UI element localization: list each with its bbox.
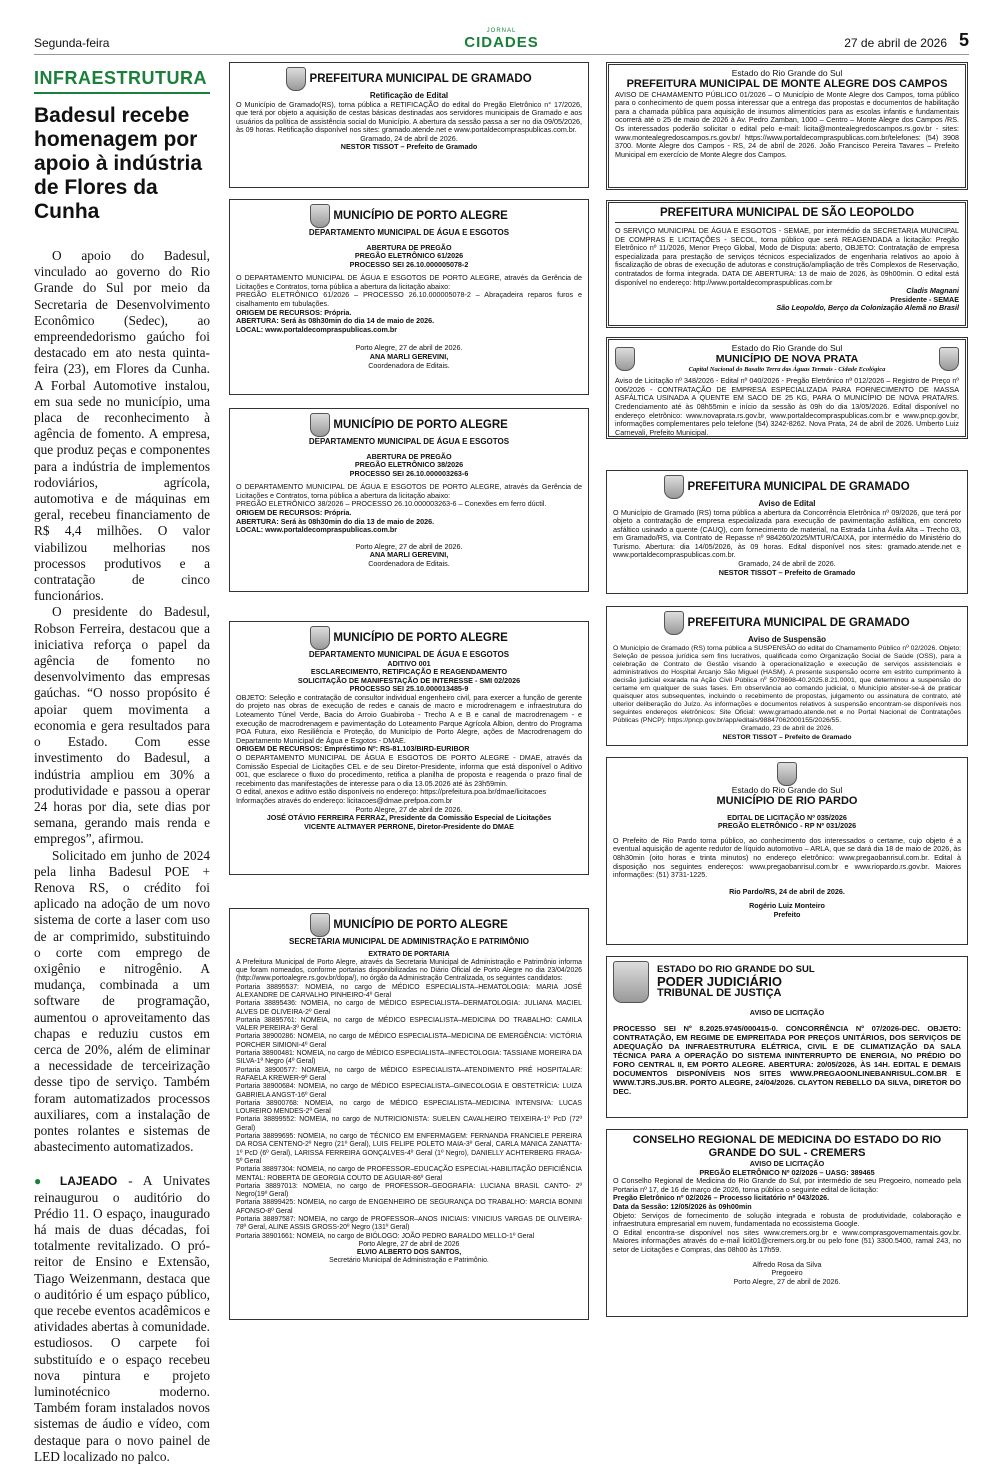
ad-line: LOCAL: www.portaldecompraspublicas.com.br xyxy=(236,324,398,334)
ad-signature: Alfredo Rosa da Silva xyxy=(752,1259,822,1269)
porto-alegre-crest-icon xyxy=(310,204,330,228)
ad-body: O edital, anexos e aditivo estão disponíveis no endereço: https://prefeitura.poa.br/dmae/licitacoes xyxy=(236,787,547,797)
ad-heading: ADITIVO 001 xyxy=(387,658,431,668)
portaria-item: Portaria 38899552: NOMEIA, no cargo de NUTRICIONISTA: SUELEN CAVALHEIRO TEIXEIRA-1º PcD (72º Geral) xyxy=(236,1116,582,1132)
article-paragraph: O apoio do Badesul, vinculado ao governo do Rio Grande do Sul por meio da Secretaria de Desenvolvimento Econômico (Sedec), ao empreendedorismo gaúcho foi destacado em ato nesta quinta-feira (23), em Flores da Cunha. A Forbal Automotive instalou, em sua sede no município, uma placa de reconhecimento à agência de fomento. A empresa, que produz peças e componentes para a indústria de implementos rodoviários, agrícola, automotiva e de máquinas em geral, recebeu financiamento de R$ 4,4 milhões. O valor viabilizou melhorias nos processos produtivos e a contratação de cinco funcionários. xyxy=(34,248,210,604)
article-body xyxy=(34,248,210,1155)
ad-heading: PREGÃO ELETRÔNICO Nº 02/2026 – UASG: 389465 xyxy=(699,1167,875,1177)
ad-poa-dmae-aditivo xyxy=(229,621,589,875)
ad-title: PREFEITURA MUNICIPAL DE MONTE ALEGRE DOS CAMPOS xyxy=(626,77,948,90)
portaria-item: Portaria 38900286: NOMEIA, no cargo de MÉDICO ESPECIALISTA–MEDICINA DE EMERGÊNCIA: VICTÓRIA PORCHER SIMIONI-4º Geral xyxy=(236,1033,582,1049)
portaria-item: Portaria 38900481: NOMEIA, no cargo de MÉDICO ESPECIALISTA–INFECTOLOGIA: TASSIANE MOREIRA DA SILVA-1º Negro (4º Geral) xyxy=(236,1050,582,1066)
ad-subtitle: DEPARTAMENTO MUNICIPAL DE ÁGUA E ESGOTOS xyxy=(308,437,510,446)
tj-state: ESTADO DO RIO GRANDE DO SUL xyxy=(657,964,815,976)
ad-title: MUNICÍPIO DE PORTO ALEGRE xyxy=(333,919,508,932)
ad-title: PREFEITURA MUNICIPAL DE GRAMADO xyxy=(687,617,910,630)
ad-role: Pregoeiro xyxy=(771,1268,803,1278)
portaria-item: Portaria 38897587: NOMEIA, no cargo de PROFESSOR–ANOS INICIAIS: VINICIUS VARGAS DE OLIVEIRA-78º Geral, ALINE ASSIS GROSS-20º Negro (131º Geral) xyxy=(236,1216,582,1232)
ad-signature: VICENTE ALTMAYER PERRONE, Diretor-Presidente do DMAE xyxy=(304,821,514,831)
ad-heading: ESCLARECIMENTO, RETIFICAÇÃO E REAGENDAMENTO xyxy=(310,667,508,677)
ad-title: PREFEITURA MUNICIPAL DE GRAMADO xyxy=(687,481,910,494)
article-paragraph: Solicitado em junho de 2024 pela linha Badesul POE + Renova RS, o crédito foi aplicado na adoção de um novo sistema de corte a laser com uso de ar comprimido, substituindo o corte com emprego de oxigênio e nitrogênio. A mudança, combinada a um software de programação, aumentou o aproveitamento das chapas e reduziu custos em cerca de 20%, além de eliminar a necessidade de terceirização desse tipo de serviço. Também foram automatizados processos auxiliares, com a instalação de pontes rolantes e sistemas de abastecimento automatizados. xyxy=(34,847,210,1155)
ad-date: Gramado, 24 de abril de 2026. xyxy=(738,559,836,569)
ad-gramado-retificacao xyxy=(229,62,589,188)
ad-rio-pardo xyxy=(606,757,968,945)
ad-body: O Conselho Regional de Medicina do Rio Grande do Sul, por intermédio de seu Pregoeiro, nomeado pela Portaria nº 17, de 16 de março de 2026, torna pública o seguinte edital de licitação: xyxy=(613,1176,961,1194)
ad-body: O DEPARTAMENTO MUNICIPAL DE ÁGUA E ESGOTOS DE PORTO ALEGRE, através da Gerência de Licitações e Contratos, torna pública a abertura da licitação abaixo: xyxy=(236,273,582,291)
ad-signature: ELVIO ALBERTO DOS SANTOS, xyxy=(356,1249,462,1257)
masthead xyxy=(464,28,539,51)
ad-date: Porto Alegre, 27 de abril de 2026. xyxy=(355,541,463,551)
ad-signature: NESTOR TISSOT – Prefeito de Gramado xyxy=(722,733,852,741)
ad-tribunal-justica xyxy=(606,956,968,1118)
ad-motto: Capital Nacional do Basalto Terra das Águas Termais - Cidade Ecológica xyxy=(688,365,886,373)
portaria-item: Portaria 38895436: NOMEIA, no cargo de MÉDICO ESPECIALISTA–DERMATOLOGIA: JULIANA MACIEL ALVES DE OLIVEIRA-2º Geral xyxy=(236,1000,582,1016)
ad-line: PREGÃO ELETRÔNICO 38/2026 – PROCESSO 26.10.000003263-6 – Conexões em ferro dúctil. xyxy=(236,499,547,509)
ad-role: Coordenadora de Editais. xyxy=(368,360,450,370)
ad-heading: AVISO DE LICITAÇÃO xyxy=(749,1159,825,1168)
ad-body: A Prefeitura Municipal de Porto Alegre, através da Secretaria Municipal de Administração e Patrimônio informa que foram nomeados, conforme portarias disponibilizadas no Diário Oficial de Porto Alegre no dia 23/04/2026 (http://www.portoalegre.rs.gov.br/dopa/), no órgão da Administração Centralizada, os seguintes candidatos: xyxy=(236,958,582,983)
ad-body: O Prefeito de Rio Pardo torna público, ao conhecimento dos interessados o certame, cujo objeto é a eventual aquisição de agente redutor de líquido automotivo – ARLA, que se dará dia 18 de maio de 2026, às 08h30min (oito horas e trinta minutos) no endereço eletrônico: www.pregaobanrisul.com.br. Edital à disposição nos seguintes endereços: www.pregaobanrisul.com.br e www.riopardo.rs.gov.br. Maiores informações: (51) 3731-1225. xyxy=(613,835,961,880)
ad-line: LOCAL: www.portaldecompraspublicas.com.br xyxy=(236,525,398,535)
ad-heading: ABERTURA DE PREGÃO xyxy=(366,451,452,461)
ad-gramado-suspensao xyxy=(606,606,968,746)
ad-date: Porto Alegre, 27 de abril de 2026 xyxy=(358,1240,460,1248)
portaria-item: Portaria 38900768: NOMEIA, no cargo de MÉDICO ESPECIALISTA–MEDICINA INTENSIVA: LUCAS LOUREIRO MENDES-2º Geral xyxy=(236,1099,582,1116)
nova-prata-crest-icon xyxy=(615,347,635,371)
portaria-item: Portaria 38900684: NOMEIA, no cargo de MÉDICO ESPECIALISTA–GINECOLOGIA E OBSTETRÍCIA: LUIZA GABRIELA ANGST-16º Geral xyxy=(236,1083,582,1099)
ad-title: PREFEITURA MUNICIPAL DE SÃO LEOPOLDO xyxy=(659,207,915,219)
portaria-item: Portaria 38899425: NOMEIA, no cargo de ENGENHEIRO DE SEGURANÇA DO TRABALHO: MARCIA BONINI AFONSO-8º Geral xyxy=(236,1199,582,1215)
ad-body: O DEPARTAMENTO MUNICIPAL DE ÁGUA E ESGOTOS DE PORTO ALEGRE, através da Gerência de Licitações e Contratos, torna pública a abertura da licitação abaixo: xyxy=(236,482,582,500)
ad-body: O Município de Gramado (RS) torna pública a abertura da Concorrência Eletrônica nº 09/2026, que terá por objeto a contratação de empresa especializada para execução de pavimentação asfáltica, em concreto asfáltico usinado a quente (CAUQ), com fornecimento de material, na Estrada Linha Ávila Alta – Trecho 03, em Gramado/RS, via Contrato de Repasse nº 984260/2025/MTUR/CAIXA, por intermédio do Ministério do Turismo. Abertura: dia 14/05/2026, às 09 horas. Edital disponível nos sites: gramado.atende.net e www.portaldecompraspublicas.com.br. xyxy=(613,507,961,560)
location-pin-icon: ● xyxy=(34,1174,49,1189)
ad-heading: PROCESSO SEI 26.10.000003263-6 xyxy=(349,468,469,478)
ad-subtitle: SECRETARIA MUNICIPAL DE ADMINISTRAÇÃO E PATRIMÔNIO xyxy=(289,937,529,946)
ad-title: MUNICÍPIO DE RIO PARDO xyxy=(716,794,858,807)
ad-date: Porto Alegre, 27 de abril de 2026. xyxy=(733,1276,841,1286)
ad-date: Gramado, 24 de abril de 2026. xyxy=(360,133,458,143)
ad-subtitle: Aviso de Suspensão xyxy=(748,635,826,644)
ad-heading: PREGÃO ELETRÔNICO 38/2026 xyxy=(354,460,464,470)
ad-title: PREFEITURA MUNICIPAL DE GRAMADO xyxy=(309,73,532,86)
ad-date: Porto Alegre, 27 de abril de 2026. xyxy=(355,343,463,353)
ad-signature: JOSÉ OTÁVIO FERREIRA FERRAZ, Presidente da Comissão Especial de Licitações xyxy=(266,813,552,823)
ad-role: Secretário Municipal de Administração e Patrimônio. xyxy=(329,1257,489,1265)
portaria-item: Portaria 38899695: NOMEIA, no cargo de TÉCNICO EM ENFERMAGEM: FERNANDA FRANCIELE PEREIRA DA ROSA CENTENO-2º Negro (21º Geral), LUIS FELIPE POLETO MAIA-3º Geral, CARLA MANICA ZANATTA-1º PcD (6º Geral), LARISSA FERREIRA GONÇALVES-4º Geral (1º Negro), DANIELLY ACHTERBERG FRAGA-5º Geral xyxy=(236,1133,582,1165)
ad-state: Estado do Rio Grande do Sul xyxy=(731,785,843,795)
ad-heading: EDITAL DE LICITAÇÃO Nº 035/2026 xyxy=(727,812,847,822)
ad-poa-dmae-38 xyxy=(229,408,589,592)
ad-sao-leopoldo xyxy=(606,200,968,328)
ad-state: Estado do Rio Grande do Sul xyxy=(731,68,843,78)
ad-cremers xyxy=(606,1129,968,1317)
portaria-item: Portaria 38895537: NOMEIA, no cargo de MÉDICO ESPECIALISTA–HEMATOLOGIA: MARIA JOSÉ ALEXANDRE DE CARVALHO PINHEIRO-4º Geral xyxy=(236,983,582,999)
ad-body: O SERVIÇO MUNICIPAL DE ÁGUA E ESGOTOS - SEMAE, por intermédio da SECRETARIA MUNICIPAL DE COMPRAS E LICITAÇÕES - SECOL, torna público que será REAGENDADA a licitação: Pregão Eletrônico nº 11/2026, Menor Preço Global, Modo de Disputa: aberto, OBJETO: Contratação de empresa especializada para prestação de serviços técnicos especializados de engenharia relativos ao apoio à fiscalização de obras de execução de adutoras e construção/ampliação de três Complexos de Reservação, contratados de forma integrada. DATA DE ABERTURA: 13 de maio de 2026, às 09h00min. O edital está disponível no endereço: http://www.portaldecompraspublicas.com.br xyxy=(615,226,959,287)
article-headline: Badesul recebe homenagem por apoio à indústria de Flores da Cunha xyxy=(34,104,203,223)
ad-motto: São Leopoldo, Berço da Colonização Alemã no Brasil xyxy=(776,303,959,313)
ad-signature: NESTOR TISSOT – Prefeito de Gramado xyxy=(340,142,478,152)
ad-body: PROCESSO SEI Nº 8.2025.9745/000415-0. CONCORRÊNCIA Nº 07/2026-DEC. OBJETO: CONTRATAÇÃO, EM REGIME DE EMPREITADA POR PREÇOS UNITÁRIOS, DOS SERVIÇOS DE ADEQUAÇÃO DA INFRAESTRUTURA ELÉTRICA, CIVIL E DE CLIMATIZAÇÃO DA SALA TÉCNICA PARA A OPERAÇÃO DO SISTEMA ININTERRUPTO DE ENERGIA, NO PRÉDIO DO FORO CENTRAL II, EM PORTO ALEGRE. ABERTURA: 20/05/2026, ÀS 14H. EDITAL E DEMAIS DOCUMENTOS DISPONÍVEIS NOS SITES WWW.PREGAOONLINEBANRISUL.COM.BR E WWW.TJRS.JUS.BR. PORTO ALEGRE, 24/04/2026. CLAYTON REBELLO DA SILVA, DIRETOR DO DEC. xyxy=(613,1023,961,1096)
ad-signature: ANA MARLI GEREVINI, xyxy=(369,550,449,560)
ad-heading: AVISO DE LICITAÇÃO xyxy=(749,1008,825,1017)
ad-body: Aviso de Licitação nº 348/2026 - Edital nº 040/2026 - Pregão Eletrônico nº 012/2026 – Registro de Preço nº 006/2026 - CONTRATAÇÃO DE EMPRESA ESPECIALIZADA PARA FORNECIMENTO DE MASSA ASFÁLTICA USINADA A QUENTE EM SACO DE 25 KG, PARA O MUNICÍPIO DE NOVA PRATA/RS. Credenciamento até às 08h55min e início da sessão às 09h do dia 13/05/2026. Edital disponível no endereço eletrônico: www.novaprata.rs.gov.br, www.portaldecompraspublicas.com.br e www.pncp.gov.br, informações complementares pelo telefone (54) 3242-8262. Nova Prata, 24 de abril de 2026. Umberto Luiz Carnevali, Prefeito Municipal. xyxy=(615,376,959,437)
tj-court: TRIBUNAL DE JUSTIÇA xyxy=(657,987,782,999)
ad-subtitle: Retificação de Edital xyxy=(369,91,449,100)
article-column xyxy=(34,68,210,1465)
header-date: 27 de abril de 2026 xyxy=(844,36,947,50)
ad-line: Data da Sessão: 12/05/2026 às 09h00min xyxy=(613,1201,752,1211)
ad-state: Estado do Rio Grande do Sul xyxy=(731,343,843,353)
portaria-item: Portaria 38895761: NOMEIA, no cargo de MÉDICO ESPECIALISTA–MEDICINA DO TRABALHO: CAMILA VALER PEREIRA-3º Geral xyxy=(236,1016,582,1033)
ad-title: MUNICÍPIO DE NOVA PRATA xyxy=(715,352,859,365)
ad-nova-prata xyxy=(606,337,968,439)
ad-signature: Rogério Luiz Monteiro xyxy=(749,901,825,911)
ad-signature: Cladis Magnani xyxy=(906,286,959,296)
masthead-small: JORNAL xyxy=(486,28,517,34)
section-label: INFRAESTRUTURA xyxy=(34,68,210,94)
ad-signature: NESTOR TISSOT – Prefeito de Gramado xyxy=(718,567,856,577)
nova-prata-flag-icon xyxy=(939,347,959,371)
ad-title: MUNICÍPIO DE PORTO ALEGRE xyxy=(333,632,508,645)
ad-heading: SOLICITAÇÃO DE MANIFESTAÇÃO DE INTERESSE - SMI 02/2026 xyxy=(297,675,521,685)
ad-line: ABERTURA: Será às 08h30min do dia 14 de maio de 2026. xyxy=(236,316,435,326)
note-location: LAJEADO xyxy=(59,1174,118,1189)
ad-heading: ABERTURA DE PREGÃO xyxy=(366,242,452,252)
article-paragraph: O presidente do Badesul, Robson Ferreira, destacou que a iniciativa reforça o papel da agência de fomento no desenvolvimento das empresas gaúchas. “O nosso propósito é apoiar quem movimenta a economia e gera resultados para o Estado. Com esse investimento do Badesul, a indústria ampliou em 30% a produtividade e passou a operar 24 horas por dia, sete dias por semana, gerando mais renda e empregos”, afirmou. xyxy=(34,604,210,847)
ad-line: ABERTURA: Será às 08h30min do dia 13 de maio de 2026. xyxy=(236,516,435,526)
ad-line: ORIGEM DE RECURSOS: Empréstimo Nº: RS-81.103/BIRD-EURIBOR xyxy=(236,744,470,754)
portaria-item: Portaria 38897304: NOMEIA, no cargo de PROFESSOR–EDUCAÇÃO ESPECIAL-HABILITAÇÃO DEFICIÊNCIA MENTAL: ROBERTA DE GEORGIA COUTO DE AGUIAR-86º Geral xyxy=(236,1166,582,1182)
rio-pardo-crest-icon xyxy=(777,762,797,786)
masthead-title: CIDADES xyxy=(464,34,539,51)
ad-subtitle: DEPARTAMENTO MUNICIPAL DE ÁGUA E ESGOTOS xyxy=(308,228,510,237)
ad-line: Pregão Eletrônico nº 02/2026 – Processo licitatório nº 043/2026. xyxy=(613,1193,830,1203)
ad-line: Objeto: Serviços de fornecimento de solução integrada e robusta de produtividade, colaboração e infraestrutura empresarial em nuvem, fundamentada no ecossistema Google. xyxy=(613,1210,961,1229)
ad-poa-dmae-61 xyxy=(229,199,589,395)
ad-body: O Município de Gramado (RS) torna pública a SUSPENSÃO do edital do Chamamento Público nº 02/2026. Objeto: Seleção de pessoa jurídica sem fins lucrativos, qualificada como Organização Social de Saúde (OSS), para a celebração de Contrato de Gestão visando à operacionalização e execução de serviços assistenciais e administrativos do Hospital Arcanjo São Miguel (HASM). A presente suspensão ocorre em estrito cumprimento à decisão judicial exarada na Ação Civil Pública nº 5078698-40.2025.8.21.0001, que determinou a suspensão do certame em qualquer de suas fases. Em observância ao comando judicial, o Município abster-se-á de praticar quaisquer atos subsequentes, incluindo o recebimento de propostas, julgamento ou assinatura de contrato, até ulterior deliberação do Juízo. As informações e documentos relativos à suspensão encontram-se disponíveis nos seguintes endereços eletrônicos: Site Oficial: www.gramado.atende.net e no Portal Nacional de Contratações Públicas (PNCP): https://pncp.gov.br/app/editais/98847062000155/2026/55. xyxy=(613,644,961,725)
ad-title: CONSELHO REGIONAL DE MEDICINA DO ESTADO DO RIO GRANDE DO SUL - CREMERS xyxy=(632,1134,942,1159)
ad-date: Porto Alegre, 27 de abril de 2026. xyxy=(355,804,463,814)
ad-body: O DEPARTAMENTO MUNICIPAL DE ÁGUA E ESGOTOS DE PORTO ALEGRE - DMAE, através da Comissão Especial de Licitações CEL e de seu Diretor-Presidente, informa que está disponível o Aditivo 001, que esclarece o fluxo do procedimento, retifica a planilha de proposta e reagenda o prazo final de recebimento das manifestações de interesse para o dia 13.05.2026 até às 23h59min. xyxy=(236,753,582,788)
tj-branch: PODER JUDICIÁRIO xyxy=(657,974,782,989)
news-note xyxy=(34,1173,210,1465)
portaria-item: Portaria 38897013: NOMEIA, no cargo de PROFESSOR–GEOGRAFIA: LUCIANA BRASIL CANTO- 2º Negro(19º Geral) xyxy=(236,1182,582,1199)
ad-role: Coordenadora de Editais. xyxy=(368,559,450,569)
ad-signature: ANA MARLI GEREVINI, xyxy=(369,352,449,362)
ad-line: ORIGEM DE RECURSOS: Própria. xyxy=(236,508,352,518)
ad-heading: PREGÃO ELETRÔNICO 61/2026 xyxy=(354,251,464,261)
ad-body: O Edital encontra-se disponível nos sites www.cremers.org.br e www.comprasgovernamentais.gov.br. Maiores informações através do e-mail licit01@cremers.org.br ou pelo fone (51) 3300.5400, ramal 243, no setor de Licitações e Compras, das 08h00 às 17h59. xyxy=(613,1227,961,1254)
ad-body: O Município de Gramado(RS), torna pública a RETIFICAÇÃO do edital do Pregão Eletrônico n° 17/2026, que terá por objeto a aquisição de cestas básicas destinadas aos servidores municipais de Gramado e aos usuários da política de assistência social do Município. A abertura da sessão passa a ser no dia 09/05/2026, às 09 horas. Retificação disponível nos sites: gramado.atende.net e www.portaldecompraspublicas.com.br. xyxy=(236,99,582,135)
ad-body: Informações através do endereço: licitacoes@dmae.prefpoa.com.br xyxy=(236,796,453,805)
note-text: - A Univates reinaugurou o auditório do Prédio 11. O espaço, inaugurado há mais de duas décadas, foi totalmente revitalizado. O pró-reitor de Ensino e Extensão, Tiago Weizenmann, destaca que o auditório é um espaço público, que recebe eventos acadêmicos e atividades abertas à comunidade. estudiosos. O carpete foi substituído e o espaço recebeu nova pintura e projeto luminotécnico moderno. Também foram instalados novos sistemas de áudio e vídeo, com destaque para o novo painel de LED localizado no palco. xyxy=(34,1173,210,1464)
porto-alegre-crest-icon xyxy=(310,913,330,937)
ad-subtitle: DEPARTAMENTO MUNICIPAL DE ÁGUA E ESGOTOS xyxy=(308,650,510,659)
ad-subtitle: Aviso de Edital xyxy=(758,499,816,508)
ad-line: PREGÃO ELETRÔNICO 61/2026 – PROCESSO 26.10.000005078-2 – Abraçadeira reparos furos e cisalhamento em tubulações. xyxy=(236,290,582,309)
header-day: Segunda-feira xyxy=(34,36,110,50)
ad-date: Rio Pardo/RS, 24 de abril de 2026. xyxy=(729,886,845,896)
ad-role: Presidente - SEMAE xyxy=(890,294,959,304)
ad-heading: EXTRATO DE PORTARIA xyxy=(368,950,450,958)
ad-heading: PREGÃO ELETRÔNICO - RP Nº 031/2026 xyxy=(717,821,857,831)
ad-date: Gramado, 23 de abril de 2026. xyxy=(740,725,834,733)
page-header xyxy=(34,30,969,55)
ad-gramado-edital xyxy=(606,470,968,594)
ad-role: Prefeito xyxy=(773,909,801,919)
porto-alegre-crest-icon xyxy=(310,626,330,650)
ad-heading: PROCESSO SEI 26.10.000005078-2 xyxy=(349,259,469,269)
gramado-crest-icon xyxy=(664,475,684,499)
ad-poa-smap-portaria xyxy=(229,908,589,1320)
porto-alegre-crest-icon xyxy=(310,413,330,437)
gramado-crest-icon xyxy=(664,611,684,635)
gramado-crest-icon xyxy=(286,67,306,91)
ad-monte-alegre xyxy=(606,62,968,190)
ad-body: AVISO DE CHAMAMENTO PÚBLICO 01/2026 – O Município de Monte Alegre dos Campos, torna público para o conhecimento de quem possa interessar que a entrega das propostas e documentos de habilitação para a chamada pública para aquisição de insumos alimentícios para as escolas infantis e fundamentais ocorrerá até o 25 de maio de 2026 à Av. Pedro Zamban, 1000 – Centro – Monte Alegre dos Campos /RS. Os interessados poderão solicitar o edital pelo e-mail: licita@montealegredoscampos.rs.gov.br - sites: www.montealegredoscampos.rs.gov.br/ https://www.portaldecompraspublicas.com.br/telefones: (54) 3908 3700. Monte Alegre dos Campos - RS, 24 de abril de 2026. João Francisco Pereira Tavares – Prefeito Municipal em exercício de Monte Alegre dos Campos. xyxy=(615,89,959,159)
ad-title: MUNICÍPIO DE PORTO ALEGRE xyxy=(333,210,508,223)
ad-line: ORIGEM DE RECURSOS: Própria. xyxy=(236,307,352,317)
page-number: 5 xyxy=(958,30,969,50)
portaria-item: Portaria 38900577: NOMEIA, no cargo de MÉDICO ESPECIALISTA–ATENDIMENTO PRÉ HOSPITALAR: RAFAELA KREWER-9º Geral xyxy=(236,1066,582,1082)
ad-body: OBJETO: Seleção e contratação de consultor individual engenheiro civil, para exercer a função de gerente do projeto nas obras de execução de redes e canais de macro e microdrenagem e infraestrutura do Loteamento Túnel Verde, Bacia do Arroio Guabiroba - Trecho A e B e canal de macrodrenagem - e execução de macrodrenagem e pavimentação do Loteamento Parque Agrícola Albion, dentro do Programa POA Futura, eixo Resiliência e Proteção, do Município de Porto Alegre, ações de Macrodrenagem do Departamento Municipal de Água e Esgotos - DMAE. xyxy=(236,692,582,745)
rs-coat-of-arms-icon xyxy=(613,961,649,1003)
portaria-item: Portaria 38901661: NOMEIA, no cargo de BIÓLOGO: JOÃO PEDRO BARALDO MELLO-1º Geral xyxy=(236,1232,535,1240)
ad-title: MUNICÍPIO DE PORTO ALEGRE xyxy=(333,419,508,432)
ad-heading: PROCESSO SEI 25.10.000013485-9 xyxy=(349,684,469,694)
